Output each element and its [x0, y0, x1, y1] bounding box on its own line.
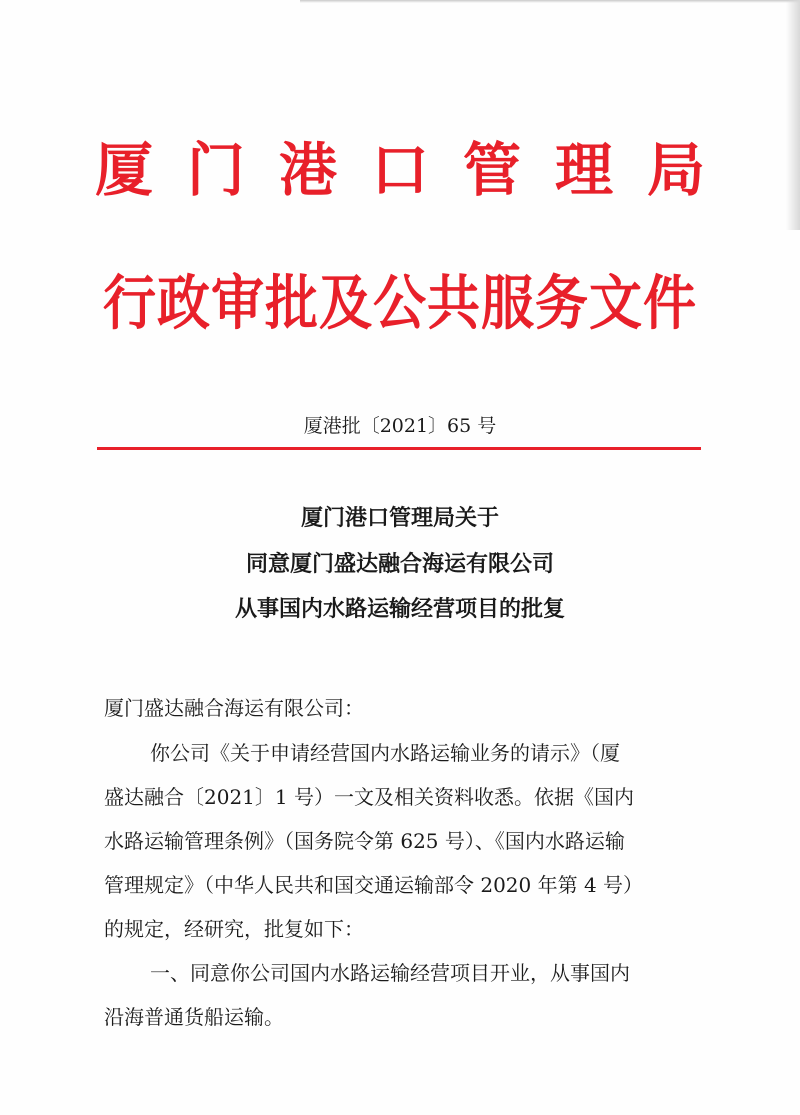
body-line: 的规定，经研究，批复如下：	[104, 917, 364, 941]
body-line: 你公司《关于申请经营国内水路运输业务的请示》（厦	[150, 741, 620, 765]
agency-header: 厦门港口管理局	[94, 136, 739, 204]
document-number: 厦港批〔2021〕65 号	[303, 415, 497, 437]
body-line: 一、同意你公司国内水路运输经营项目开业，从事国内	[150, 961, 630, 985]
body-line: 水路运输管理条例》（国务院令第 625 号）、《国内水路运输	[104, 829, 625, 853]
red-divider-line	[97, 447, 701, 450]
document-title-line-2: 同意厦门盛达融合海运有限公司	[245, 552, 554, 577]
recipient-line: 厦门盛达融合海运有限公司：	[104, 696, 364, 720]
body-line: 盛达融合〔2021〕1 号）一文及相关资料收悉。依据《国内	[104, 785, 634, 809]
scan-edge-shadow	[300, 0, 800, 3]
body-line: 管理规定》（中华人民共和国交通运输部令 2020 年第 4 号）	[104, 873, 644, 897]
document-title-line-1: 厦门港口管理局关于	[300, 506, 499, 531]
body-line: 沿海普通货船运输。	[104, 1005, 284, 1029]
document-type-header: 行政审批及公共服务文件	[103, 269, 697, 339]
document-title-line-3: 从事国内水路运输经营项目的批复	[234, 597, 565, 622]
